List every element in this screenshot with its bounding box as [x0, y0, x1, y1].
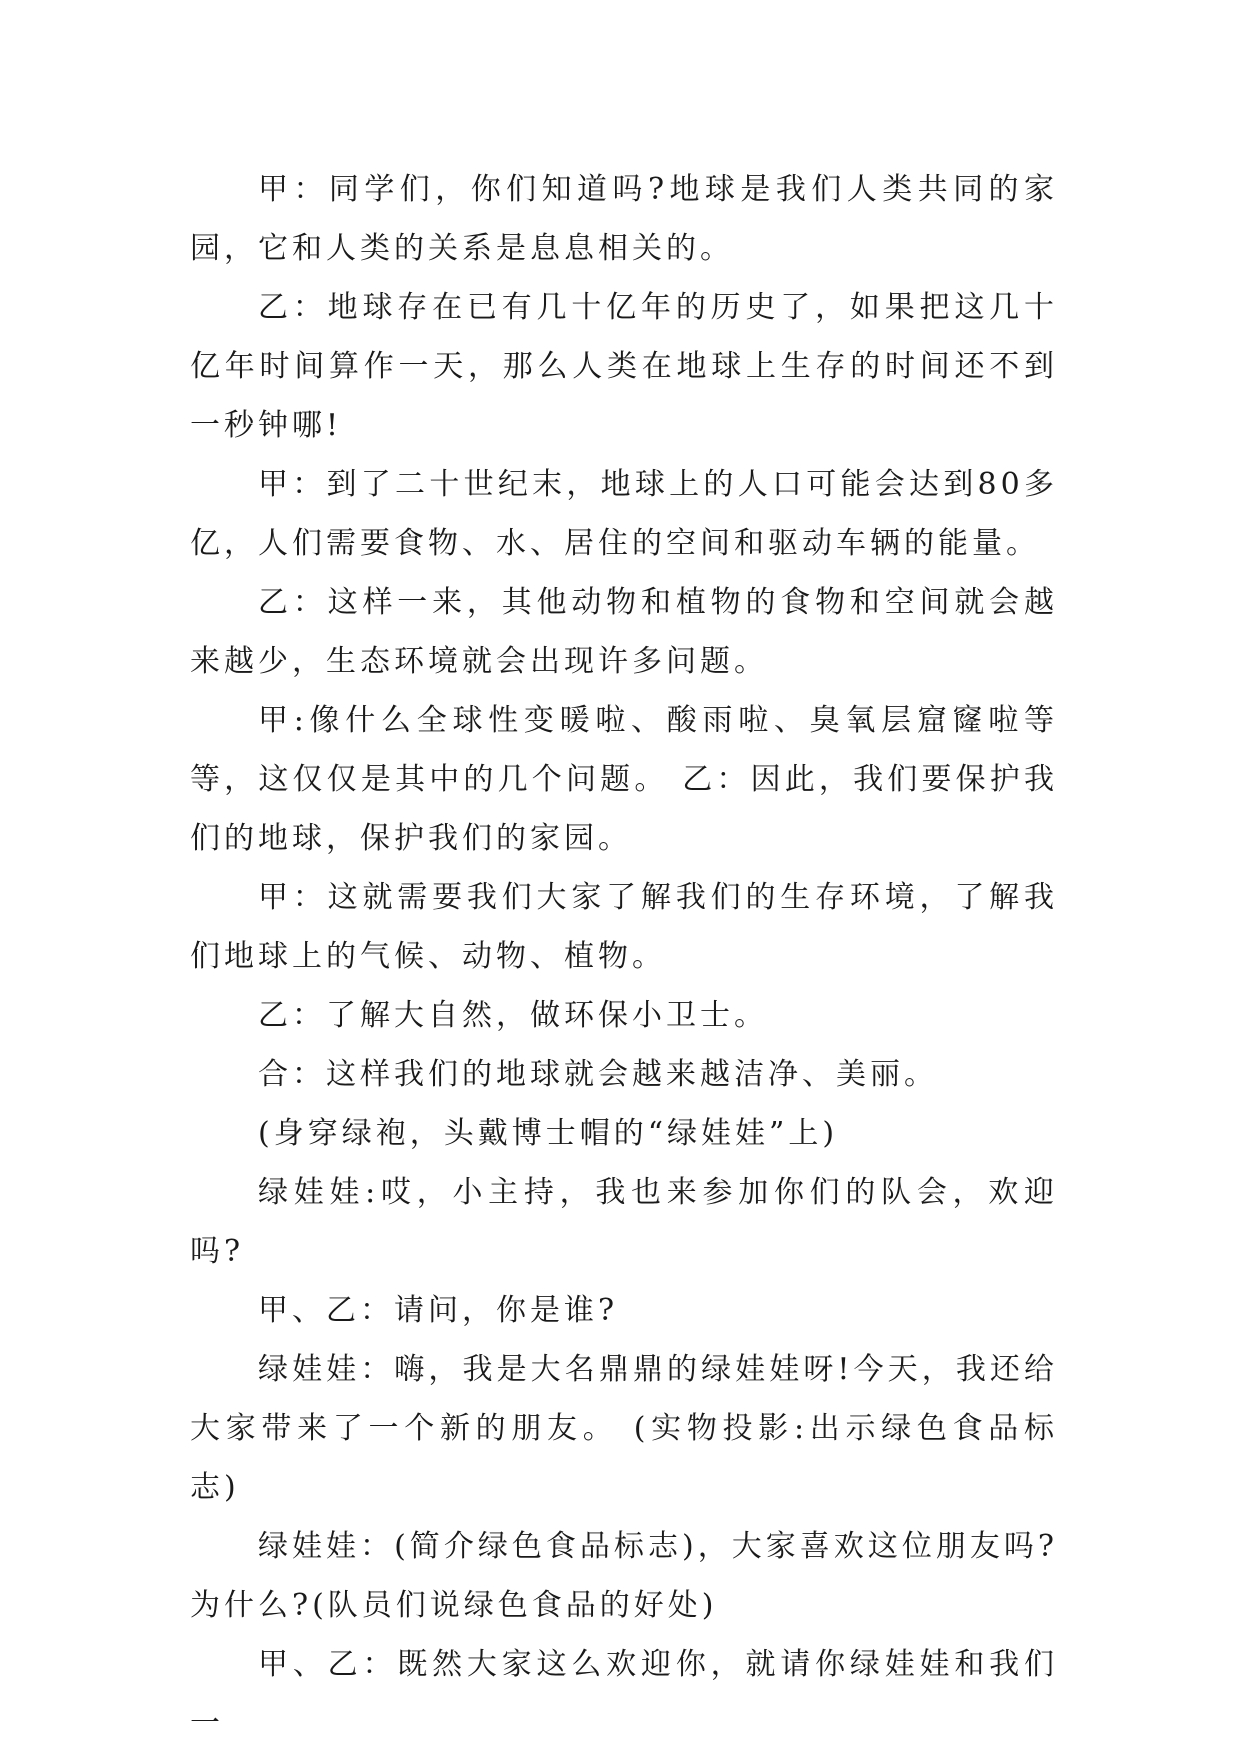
paragraph-7: 乙：了解大自然，做环保小卫士。 — [258, 998, 768, 1033]
paragraph-13: 绿娃娃：(简介绿色食品标志)，大家喜欢这位朋友吗?为什么?(队员们说绿色食品的好处) — [190, 1529, 1058, 1623]
document-body — [190, 160, 1058, 1753]
paragraph-8: 合：这样我们的地球就会越来越洁净、美丽。 — [258, 1057, 938, 1092]
paragraph-6: 甲：这就需要我们大家了解我们的生存环境，了解我们地球上的气候、动物、植物。 — [190, 880, 1058, 974]
paragraph-9: (身穿绿袍，头戴博士帽的“绿娃娃”上) — [258, 1116, 839, 1151]
paragraph-3: 甲：到了二十世纪末，地球上的人口可能会达到80多亿，人们需要食物、水、居住的空间和驱动车辆的能量。 — [190, 467, 1058, 561]
paragraph-11: 甲、乙：请问，你是谁? — [258, 1293, 619, 1328]
paragraph-14: 甲、乙：既然大家这么欢迎你，就请你绿娃娃和我们一 — [190, 1647, 1058, 1741]
paragraph-5: 甲:像什么全球性变暖啦、酸雨啦、臭氧层窟窿啦等等，这仅仅是其中的几个问题。 乙：因此，我们要保护我们的地球，保护我们的家园。 — [190, 703, 1058, 856]
paragraph-1: 甲：同学们，你们知道吗?地球是我们人类共同的家园，它和人类的关系是息息相关的。 — [190, 172, 1058, 266]
paragraph-4: 乙：这样一来，其他动物和植物的食物和空间就会越来越少，生态环境就会出现许多问题。 — [190, 585, 1058, 679]
paragraph-12: 绿娃娃：嗨，我是大名鼎鼎的绿娃娃呀!今天，我还给大家带来了一个新的朋友。 (实物投影:出示绿色食品标志) — [190, 1352, 1058, 1505]
paragraph-10: 绿娃娃:哎，小主持，我也来参加你们的队会，欢迎吗? — [190, 1175, 1058, 1269]
paragraph-2: 乙：地球存在已有几十亿年的历史了，如果把这几十亿年时间算作一天，那么人类在地球上生存的时间还不到一秒钟哪! — [190, 290, 1058, 443]
